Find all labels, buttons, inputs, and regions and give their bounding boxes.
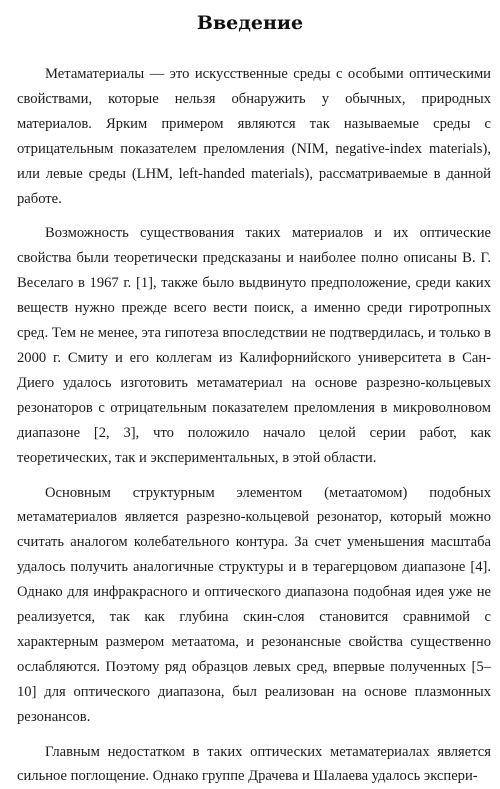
paragraph-losses: Главным недостатком в таких оптических метаматериалах является сильное поглощение. Однако группе Драчева и Шалаева удалось экспери- — [17, 743, 491, 785]
paragraph-intro: Метаматериалы — это искусственные среды с особыми оптическими свойствами, которые нельзя обнаружить у обычных, природных материалов. Ярким примером являются так называемые среды с отрицательным показателем преломления (NIM, negative-index materials), или левые среды (LHM, left-handed materials), рассматриваемые в данной работе. — [17, 66, 491, 207]
body-text — [17, 62, 491, 789]
page-title: Введение — [196, 12, 304, 34]
paragraph-history: Возможность существования таких материалов и их оптические свойства были теоретически предсказаны и наиболее полно описаны В. Г. Веселаго в 1967 г. [1], также было выдвинуто предположение, среди каких веществ нужно прежде всего вести поиск, а именно среди гиротропных сред. Тем не менее, эта гипотеза впоследствии не подтвердилась, и только в 2000 г. Смиту и его коллегам из Калифорнийского университета в Сан-Диего удалось изготовить метаматериал на основе разрезно-кольцевых резонаторов с отрицательным показателем преломления в микроволновом диапазоне [2, 3], что положило начало целой серии работ, как теоретических, так и экспериментальных, в этой области. — [17, 225, 491, 466]
paragraph-structure: Основным структурным элементом (метаатомом) подобных метаматериалов является разрезно-кольцевой резонатор, который можно считать аналогом колебательного контура. За счет уменьшения масштаба удалось получить аналогичные структуры и в терагерцовом диапазоне [4]. Однако для инфракрасного и оптического диапазона подобная идея уже не реализуется, так как глубина скин-слоя становится сравнимой с характерным размером метаатома, и резонансные свойства существенно ослабляются. Поэтому ряд образцов левых сред, впервые полученных [5–10] для оптического диапазона, был реализован на основе плазмонных резонансов. — [17, 484, 491, 725]
